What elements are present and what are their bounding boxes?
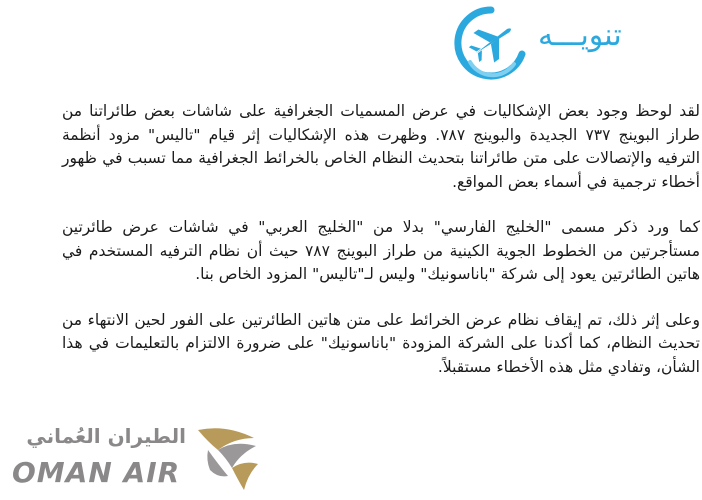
notice-body xyxy=(62,100,700,401)
oman-air-emblem xyxy=(188,420,264,496)
paragraph-3: وعلى إثر ذلك، تم إيقاف نظام عرض الخرائط على متن هاتين الطائرتين على الفور لحين الانتهاء من تحديث النظام، كما أكدنا على الشركة المزودة "باناسونيك" على ضرورة الالتزام بالتعليمات في هذا الشأن، وتفادي مثل هذه الأخطاء مستقبلاً. xyxy=(62,310,700,376)
airplane-circle-icon xyxy=(452,4,530,82)
notice-header xyxy=(0,4,702,84)
paragraph-2: كما ورد ذكر مسمى "الخليج الفارسي" بدلا من "الخليج العربي" في شاشات عرض طائرتين مستأجرتين من الخطوط الجوية الكينية من طراز البوينج ٧٨٧ حيث أن نظام الترفيه المستخدم في هاتين الطائرتين يعود إلى شركة "باناسونيك" وليس لـ"تاليس" المزود الخاص بنا. xyxy=(62,218,700,283)
brand-arabic-name: الطيران العُماني xyxy=(26,424,186,448)
oman-air-logo xyxy=(6,420,266,496)
brand-english-name: OMAN AIR xyxy=(12,456,181,489)
notice-title: تنويـــه xyxy=(538,18,622,53)
paragraph-1: لقد لوحظ وجود بعض الإشكاليات في عرض المسميات الجغرافية على شاشات بعض طائراتنا من طراز البوينج ٧٣٧ الجديدة والبوينج ٧٨٧. وظهرت هذه الإشكاليات إثر قيام "تاليس" مزود أنظمة الترفيه والإتصالات على متن طائراتنا بتحديث النظام الخاص بالخرائط الجغرافية مما تسبب في ظهور أخطاء ترجمية في أسماء بعض المواقع. xyxy=(62,102,700,191)
